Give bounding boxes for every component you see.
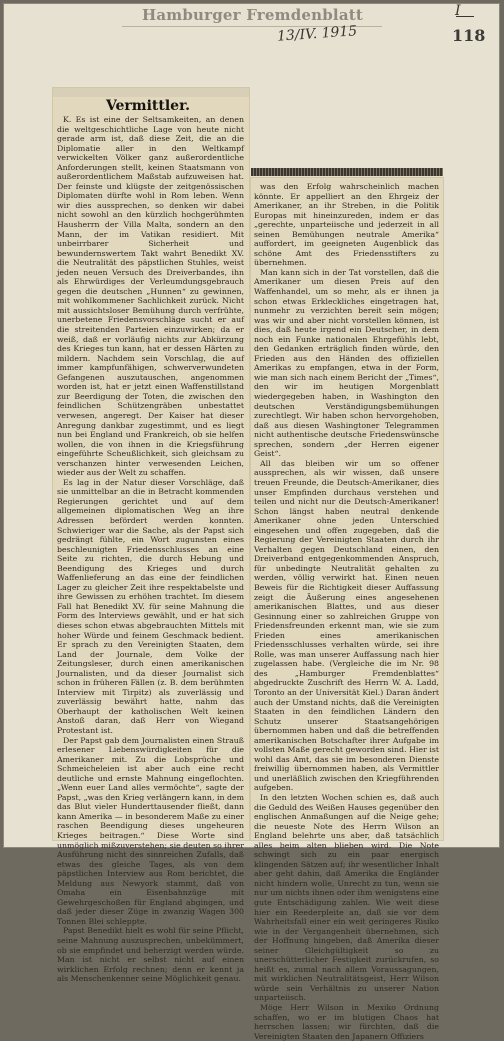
article-paragraph: All das bleiben wir um so offener aussprechen, als wir wissen, daß unsere treuen Freunde, die Deutsch-Amerikaner, dies unser Empfinden durchaus verstehen und teilen und nicht nur die Deutsch-Amerikaner! Schon längst haben neutral denkende Amerikaner ohne jeden Unterschied eingesehen und offen zugegeben, daß die Regierung der Vereinigten Staaten durch ihr Verhalten gegen Deutschland einen, den Dreiverband entgegenkommenden Anspruch, für unbedingte Neutralität gehalten zu werden, völlig verwirkt hat. Einen neuen Beweis für die Richtigkeit dieser Auffassung zeigt die Äußerung eines angesehenen amerikanischen Blattes, und aus dieser Gesinnung einer so zahlreichen Gruppe von Friedensfreunden erkennt man, wie sie zum Frieden eines amerikanischen Friedensschlusses verhalten würde, sei ihre Rolle, was man unserer Auffassung nach hier zugelassen habe. (Vergleiche die im Nr. 98 des „Hamburger Fremdenblattes“ abgedruckte Zuschrift des Herrn W. A. Ladd, Toronto an der Universität Kiel.) Daran ändert auch der Umstand nichts, daß die Vereinigten Staaten in den feindlichen Ländern den Schutz unserer Staatsangehörigen übernommen haben und daß die betreffenden amerikanischen Botschafter ihrer Aufgabe im vollsten Maße gerecht geworden sind. Hier ist wohl das Amt, das sie im besonderen Dienste freiwillig übernommen haben, als Vermittler und unerläßlich zwischen den Kriegführenden aufgeben. <box>254 458 439 793</box>
article-paragraph: Papst Benedikt hielt es wohl für seine Pflicht, seine Mahnung auszusprechen, unbekümmert, ob sie empfindet und beherzigt werden würde. Man ist nicht er selbst nicht auf einen wirklichen Erfolg rechnen; denn er kennt ja als Menschenkenner seine Möglichkeit genau. <box>57 926 244 984</box>
handwritten-mark: I <box>455 3 461 19</box>
headline-box <box>53 88 249 97</box>
masthead: Hamburger Fremdenblatt <box>141 6 364 24</box>
article-paragraph: K. Es ist eine der Seltsamkeiten, an denen die weltgeschichtliche Lage von heute nicht gerade arm ist, daß diese Zeit, die an die Diplomatie aller in den Weltkampf verwickelten Völker ganz außerordentliche Anforderungen stellt, keinen Staatsmann von außerordentlichem Maßstab aufzuweisen hat. Der feinste und klügste der zeitgenössischen Diplomaten dürfte wohl in Rom leben. Wenn wir dies aussprechen, so denken wir dabei nicht sowohl an den kürzlich hochgerühmten Hausherrn der Villa Malta, sondern an den Mann, der im Vatikan residiert. Mit unbeirrbarer Sicherheit und bewundernswertem Takt wahrt Benedikt XV. die Neutralität des päpstlichen Stuhles, weist jeden neuen Versuch des Dreiverbandes, ihn als Ehrwürdiges der Verleumdungsgebrauch gegen die deutschen „Hunnen“ zu gewinnen, mit wohlkommener Sachlichkeit zurück. Nicht mit aussichtsloser Bemühung durch verfrühte, unerbetene Friedensvorschläge sucht er auf die streitenden Parteien einzuwirken; da er weiß, daß er vorläufig nichts zur Abkürzung des Krieges tun kann, hat er dessen Härten zu mildern. Nachdem sein Vorschlag, die auf immer kampfunfähigen, schwerverwundeten Gefangenen auszutauschen, angenommen worden ist, hat er jetzt einen Waffenstillstand zur Beerdigung der Toten, die zwischen den feindlichen Schützengräben unbestattet verwesen, angeregt. Der Kaiser hat dieser Anregung dankbar zugestimmt, und es liegt nun bei England und Frankreich, ob sie helfen wollen, die von ihnen in die Kriegsführung eingeführte Scheußlichkeit, sich gleichsam zu verschanzen hinter verwesenden Leichen, wieder aus der Welt zu schaffen. <box>57 115 244 478</box>
article-paragraph: was den Erfolg wahrscheinlich machen könnte. Er appelliert an den Ehrgeiz der Amerikaner, an ihr Streben, in die Politik Europas mit hineinzureden, indem er das „gerechte, unparteiische und jederzeit in all seinen Bemühungen neutrale Amerika“ auffordert, im geeigneten Augenblick das schöne Amt des Friedensstifters zu übernehmen. <box>254 182 439 268</box>
article-headline: Vermittler. <box>105 98 191 114</box>
article-paragraph: Man kann sich in der Tat vorstellen, daß die Amerikaner um diesen Preis auf den Waffenhandel, um so mehr, als er ihnen ja schon etwas Erkleckliches eingetragen hat, nunmehr zu verzichten bereit sein mögen; was wir und aber nicht vorstellen können, ist dies, daß heute irgend ein Deutscher, in dem noch ein Funke nationalen Ehrgefühls lebt, den Gedanken erträglich finden würde, den Frieden aus den Händen des offiziellen Amerikas zu empfangen, etwa in der Form, wie man sich nach einem Bericht der „Times“, den wir im heutigen Morgenblatt wiedergegeben haben, in Washington den deutschen Verständigungsbemühungen zurechtlegt. Wir haben schon hervorgehoben, daß aus diesen Washingtoner Telegrammen nicht authentische deutsche Friedenswünsche sprechen, sondern „der Herren eigener Geist“. <box>254 267 439 459</box>
handwritten-date: 13/IV. 1915 <box>276 23 358 45</box>
article-column-right <box>254 182 439 1041</box>
article-paragraph: Es lag in der Natur dieser Vorschläge, daß sie unmittelbar an die in Betracht kommenden Regierungen gerichtet und auf dem allgemeinen diplomatischen Weg an ihre Adressen befördert werden konnten. Schwieriger war die Sache, als der Papst sich gedrängt fühlte, ein Wort zugunsten eines beschleunigten Friedensschlusses an eine Seite zu richten, die durch Hebung und Beendigung des Krieges und durch Waffenlieferung an das eine der feindlichen Lager zu gleicher Zeit ihre respektabelste und ihre Gewissen zu erhöhen trachtet. Im diesem Fall hat Benedikt XV. für seine Mahnung die Form des Interviews gewählt, und er hat sich dieses schon etwas abgebrauchten Mittels mit hoher Würde und feinem Geschmack bedient. Er sprach zu den Vereinigten Staaten, dem Land der Journale, dem Volke der Zeitungsleser, durch einen amerikanischen Journalisten, und da dieser Journalist sich schon in früheren Fällen (z. B. dem berühmten Interview mit Tirpitz) als zuverlässig und zuverlässig bewährt hatte, nahm das Oberhaupt der katholischen Welt keinen Anstoß daran, daß Herr von Wiegand Protestant ist. <box>57 477 244 735</box>
article-paragraph: In den letzten Wochen schien es, daß auch die Geduld des Weißen Hauses gegenüber den englischen Anmaßungen auf die Neige gehe; die neueste Note des Herrn Wilson an England belehrte uns aber, daß tatsächlich alles beim alten blieben wird. Die Note schwingt sich zu ein paar energisch klingenden Sätzen auf; ihr wesentlicher Inhalt aber geht dahin, daß Amerika die Engländer nicht hindern wolle, Unrecht zu tun, wenn sie nur um nichts ihnen oder ihm wenigstens eine gute Entschädigung zahlen. Wie weit diese hier ein Reederpleite an, daß sie vor dem Wahrheitsfall einer ein weit geringeres Risiko wie in der Vergangenheit übernehmen, sich der Hoffnung hingeben, daß Amerika dieser seiner Gleichgültigkeit so zu unerschütterlicher Festigkeit zurückrufen, so heißt es, zumal nach allem Voraussagungen, mit wirklichen Neutralitätsgeist, Herr Wilson würde sein Verhältnis zu unserer Nation unparteiisch. <box>254 793 439 1003</box>
article-paragraph: Der Papst gab dem Journalisten einen Strauß erlesener Liebenswürdigkeiten für die Amerikaner mit. Zu die Lobsprüche und Schmeicheleien ist aber auch eine recht deutliche und ernste Mahnung eingeflochten. „Wenn euer Land alles vermöchte“, sagte der Papst, „was den Krieg verlängern kann, in dem das Blut vieler Hunderttausender fließt, dann kann Amerika — in besonderem Maße zu einer raschen Beendigung dieses ungeheuren Krieges beitragen.“ Diese Worte sind unmöglich mißzuverstehen; sie deuten so ihrer Ausführung nicht des sinnreichen Zufalls, daß etwas des gleiche Tages, als von dem päpstlichen Interview aus Rom berichtet, die Meldung aus Newyork stammt, daß von Omaha ein Eisenbahnzüge mit Gewehrgeschoßen für England abgingen, und daß jeder dieser Züge in zwanzig Wagen 300 Tonnen Blei schleppte. <box>57 735 244 926</box>
article-column-left <box>57 115 244 984</box>
page-number: 118 <box>452 26 486 45</box>
article-paragraph: Möge Herr Wilson in Mexiko Ordnung schaffen, wo er im blutigen Chaos hat herrschen lassen; wir fürchten, daß die Vereinigten Staaten den Japanern Offiziers <box>254 1003 439 1041</box>
clipping-edge-band <box>251 168 443 176</box>
